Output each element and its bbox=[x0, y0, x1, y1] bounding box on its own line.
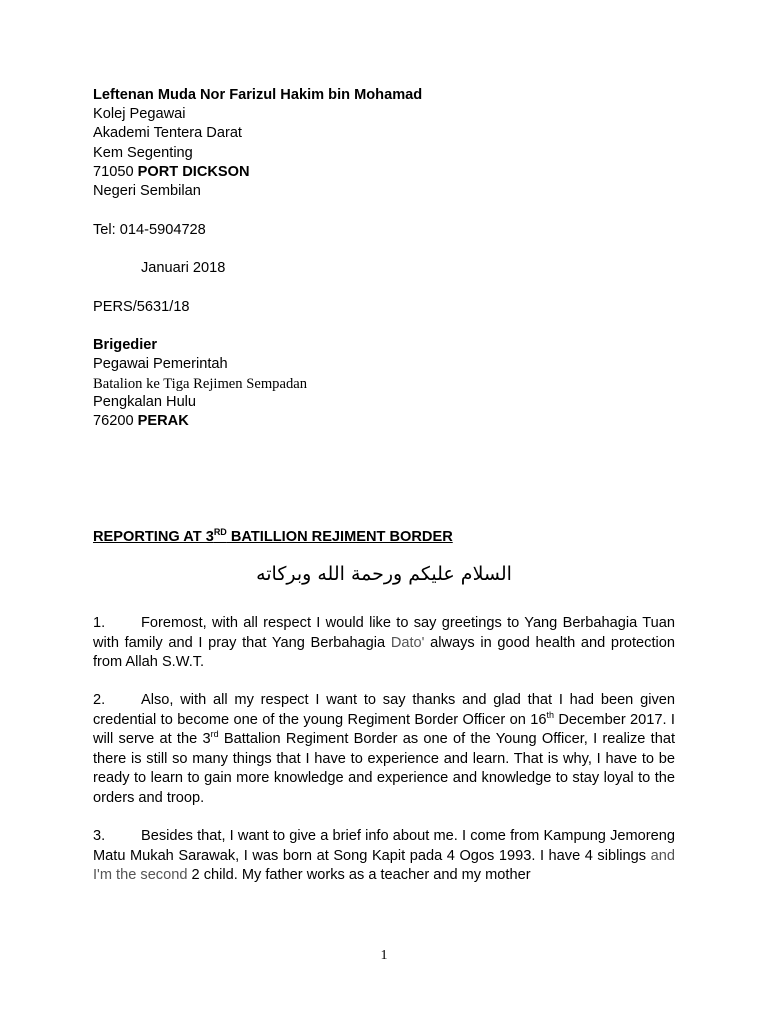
paragraph-number: 3. bbox=[93, 828, 106, 844]
paragraph-text: Also, with all my respect I want to say thanks and glad that I had been given credential to become one of the young Regiment Border Officer on 16 bbox=[93, 692, 675, 728]
paragraph-text: Besides that, I want to give a brief info about me. I come from Kampung Jemoreng Matu Mukah Sarawak, I was born at Song Kapit pada 4 Ogos 1993. I have 4 siblings bbox=[93, 828, 675, 864]
sender-line-1: Kolej Pegawai bbox=[93, 106, 186, 122]
superscript: th bbox=[546, 709, 554, 720]
arabic-greeting: السلام عليكم ورحمة الله وبركاته bbox=[256, 563, 512, 585]
paragraph-text: 2 child. My father works as a teacher and my mother bbox=[187, 867, 531, 884]
paragraph-number: 2. bbox=[93, 692, 106, 708]
reference-number: PERS/5631/18 bbox=[93, 299, 190, 315]
sender-line-2: Akademi Tentera Darat bbox=[93, 125, 242, 141]
paragraph-1 bbox=[93, 614, 675, 673]
sender-tel: Tel: 014-5904728 bbox=[93, 222, 206, 238]
paragraph-3 bbox=[93, 827, 675, 886]
recipient-unit: Batalion ke Tiga Rejimen Sempadan bbox=[93, 376, 308, 392]
paragraph-number: 1. bbox=[93, 615, 106, 631]
page-number: 1 bbox=[380, 948, 388, 963]
recipient-postcode: 76200 bbox=[93, 413, 134, 429]
recipient-state: PERAK bbox=[137, 413, 189, 429]
paragraph-text: Foremost, with all respect I would like to say greetings to Yang Berbahagia Tuan with family and I pray that Yang Berbahagia bbox=[93, 615, 675, 651]
superscript: rd bbox=[210, 729, 219, 740]
recipient-town: Pengkalan Hulu bbox=[93, 394, 197, 410]
sender-city: PORT DICKSON bbox=[137, 164, 250, 180]
subject-text-end: BATILLION REJIMENT BORDER bbox=[226, 529, 453, 545]
sender-postcode-city bbox=[93, 163, 250, 182]
recipient-postcode-state bbox=[93, 412, 189, 431]
paragraph-2 bbox=[93, 691, 675, 809]
paragraph-text-grey: Dato' bbox=[390, 634, 425, 651]
subject-superscript: RD bbox=[213, 527, 227, 537]
subject-heading bbox=[93, 528, 453, 547]
recipient-rank: Brigedier bbox=[93, 337, 158, 353]
paragraph-text: Battalion Regiment Border as one of the Young Officer, I realize that there is still so many things that I have to experience and learn. That is why, I have to be ready to learn to gain more knowledge and experience and knowledge to stay loyal to the orders and troop. bbox=[93, 731, 676, 806]
recipient-title: Pegawai Pemerintah bbox=[93, 356, 228, 372]
subject-text-start: REPORTING AT 3 bbox=[93, 529, 214, 545]
sender-name: Leftenan Muda Nor Farizul Hakim bin Mohamad bbox=[93, 87, 423, 103]
paragraph-text: always in good health and protection from Allah S.W.T. bbox=[93, 634, 675, 671]
sender-line-3: Kem Segenting bbox=[93, 145, 193, 161]
sender-state: Negeri Sembilan bbox=[93, 183, 201, 199]
paragraph-text-grey: and I'm the second bbox=[93, 847, 675, 884]
letter-date: Januari 2018 bbox=[141, 260, 226, 276]
paragraph-text: December 2017. I will serve at the 3 bbox=[93, 711, 675, 748]
sender-postcode: 71050 bbox=[93, 164, 134, 180]
